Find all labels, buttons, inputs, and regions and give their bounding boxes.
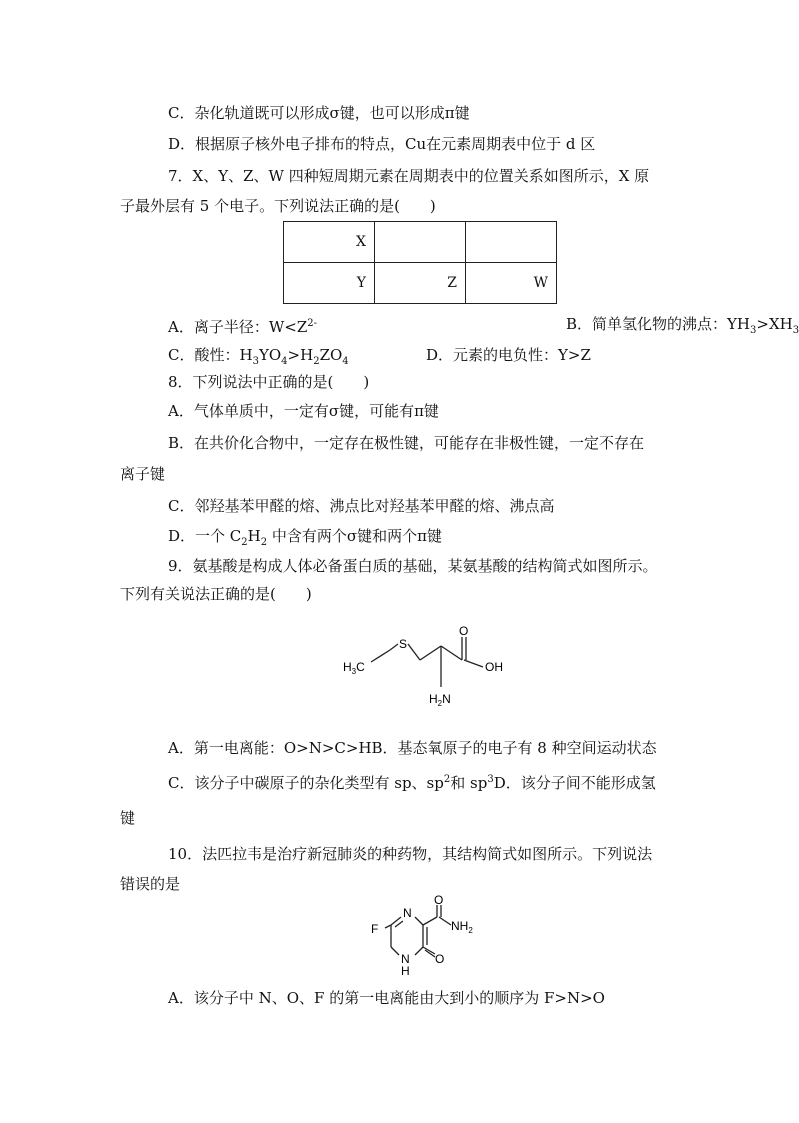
fluorine-label: F [371,922,379,936]
nitrogen-bottom-label: N [401,952,410,966]
q7-options-ab [168,314,799,337]
q7-option-d: D．元素的电负性：Y>Z [426,346,591,364]
q8-option-d: D．一个 $C_2H_2$ 中含有两个σ键和两个π键 [168,527,442,548]
table-cell-w: W [466,263,557,304]
table-cell-empty [466,222,557,263]
periodic-position-table [283,221,557,304]
q6-option-d: D．根据原子核外电子排布的特点，Cu在元素周期表中位于 d 区 [168,135,596,153]
q8-stem: 8．下列说法中正确的是( ) [168,373,370,391]
q10-stem-line1: 10．法匹拉韦是治疗新冠肺炎的种药物，其结构简式如图所示。下列说法 [168,845,653,863]
q7-option-b: B．简单氢化物的沸点：$YH_3>XH_3$ [566,315,799,336]
q10-option-a: A．该分子中 N、O、F 的第一电离能由大到小的顺序为 F>N>O [168,989,605,1007]
q9-stem-line1: 9．氨基酸是构成人体必备蛋白质的基础，某氨基酸的结构简式如图所示。 [168,557,658,575]
q7-stem-line1: 7．X、Y、Z、W 四种短周期元素在周期表中的位置关系如图所示，X 原 [168,167,650,185]
q7-options-cd [168,345,591,372]
q9-options-cd: C．该分子中碳原子的杂化类型有 sp、$sp^2$和 $sp^3D$．该分子间不能形成氢 [168,774,656,792]
q7-option-c: C．酸性：$H_3YO_4>H_2ZO_4$ [168,346,349,367]
q7-stem-line2: 子最外层有 5 个电子。下列说法正确的是( ) [120,197,436,215]
q6-option-c: C．杂化轨道既可以形成σ键，也可以形成π键 [168,104,470,122]
table-cell-y: Y [284,263,375,304]
table-cell-x: X [284,222,375,263]
oxygen-top-label: O [434,893,444,907]
q8-option-b-line1: B．在共价化合物中，一定存在极性键，可能存在非极性键，一定不存在 [168,434,645,452]
q8-option-a: A．气体单质中，一定有σ键，可能有π键 [168,402,439,420]
hydroxyl-label: OH [485,660,503,674]
q9-option-d-tail: 键 [120,809,136,827]
amide-label: $NH_2$ [451,919,473,935]
favipiravir-structure [365,895,495,985]
amino-label: $H_2N$ [429,692,451,708]
oxygen-label: O [459,624,469,638]
table-cell-z: Z [375,263,466,304]
table-row [284,222,557,263]
q7-option-a: A．离子半径：$W<Z^{2-}$ [168,318,318,336]
table-cell-empty [375,222,466,263]
q9-options-ab: A．第一电离能：O>N>C>HB．基态氧原子的电子有 8 种空间运动状态 [168,739,657,757]
oxygen-bottom-label: O [435,952,445,966]
methyl-label: $H_3C$ [343,660,365,676]
q10-stem-line2: 错误的是 [120,875,181,893]
methionine-structure [340,615,530,715]
q8-option-b-line2: 离子键 [120,465,166,483]
q8-option-c: C．邻羟基苯甲醛的熔、沸点比对羟基苯甲醛的熔、沸点高 [168,497,555,515]
nitrogen-top-label: N [403,906,412,920]
q9-stem-line2: 下列有关说法正确的是( ) [120,585,312,603]
sulfur-label: S [399,637,408,651]
hydrogen-bottom-label: H [401,964,410,978]
table-row [284,263,557,304]
